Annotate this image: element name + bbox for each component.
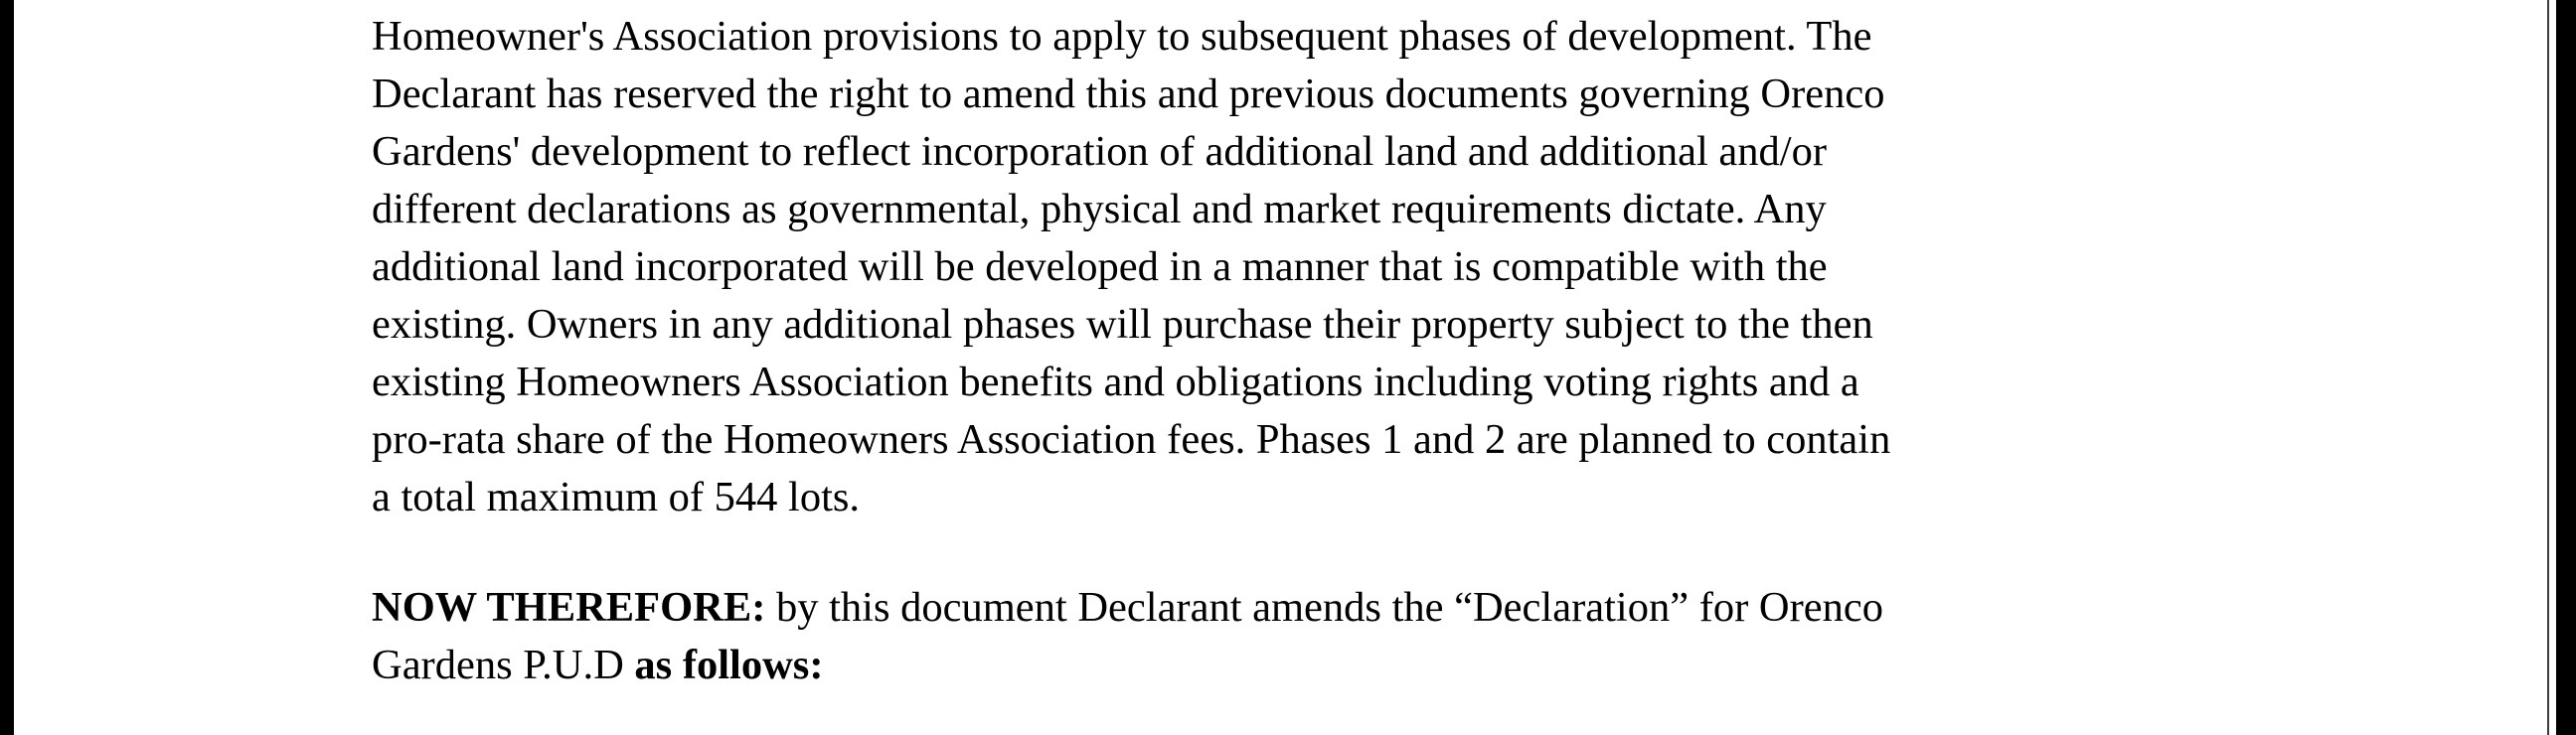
text-line: different declarations as governmental, physical and market requirements dictate. Any bbox=[372, 186, 1827, 232]
text-line bbox=[372, 579, 1883, 637]
paragraph-now-therefore bbox=[372, 579, 1883, 694]
text-fragment: by this document Declarant amends the “Declaration” for Orenco bbox=[765, 584, 1883, 631]
now-therefore-heading: NOW THEREFORE: bbox=[372, 584, 766, 631]
text-line: pro-rata share of the Homeowners Association fees. Phases 1 and 2 are planned to contain bbox=[372, 416, 1891, 463]
text-fragment: Gardens P.U.D bbox=[372, 642, 635, 688]
text-line: a total maximum of 544 lots. bbox=[372, 474, 861, 520]
text-line: Declarant has reserved the right to amend this and previous documents governing Orenco bbox=[372, 71, 1885, 117]
scan-edge-left bbox=[0, 0, 14, 735]
as-follows-text bbox=[372, 642, 824, 688]
text-line bbox=[372, 637, 1883, 694]
text-line: additional land incorporated will be developed in a manner that is compatible with the bbox=[372, 243, 1828, 290]
paragraph-development-phases bbox=[372, 8, 1890, 526]
text-line: existing. Owners in any additional phases will purchase their property subject to the then bbox=[372, 301, 1873, 348]
text-line: Homeowner's Association provisions to apply to subsequent phases of development. The bbox=[372, 13, 1872, 60]
text-line: existing Homeowners Association benefits and obligations including voting rights and a bbox=[372, 359, 1859, 405]
text-line: Gardens' development to reflect incorporation of additional land and additional and/or bbox=[372, 128, 1827, 175]
as-follows-bold: as follows: bbox=[634, 642, 824, 688]
scan-edge-line bbox=[2547, 0, 2549, 735]
scan-edge-right bbox=[2556, 0, 2576, 735]
